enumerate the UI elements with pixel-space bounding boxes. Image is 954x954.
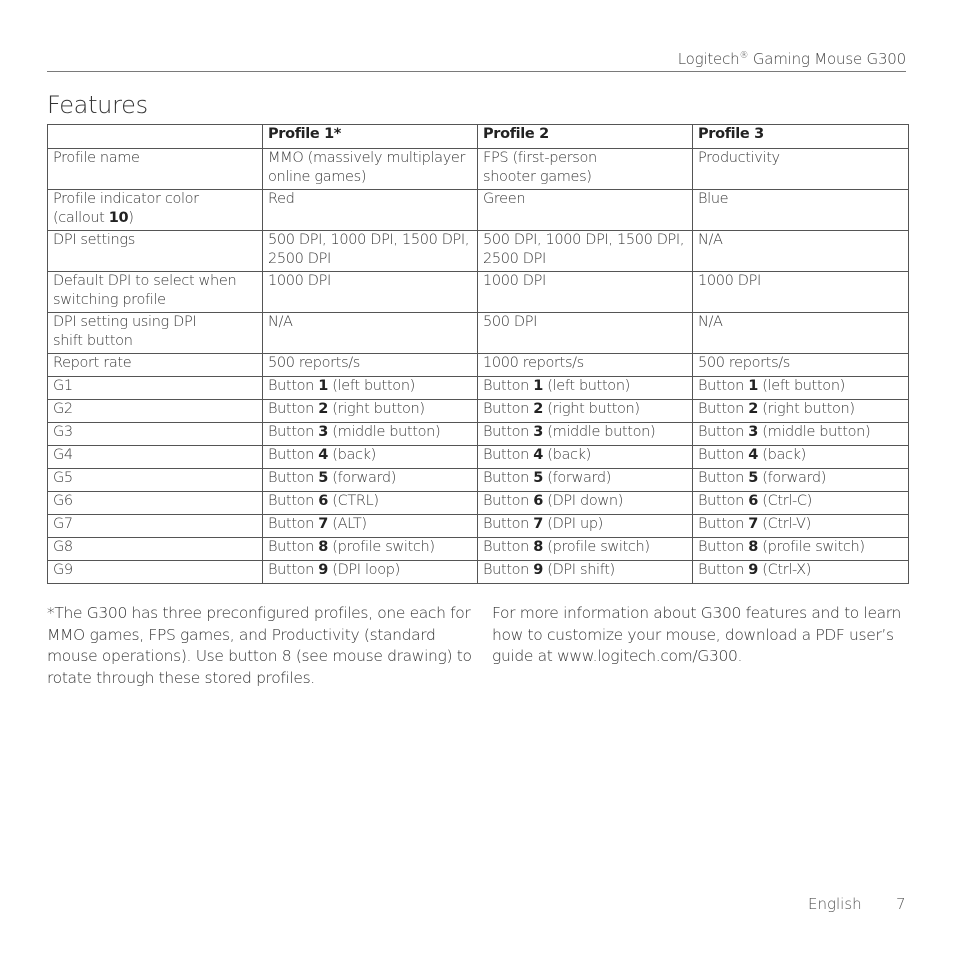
bold-number: 3 — [318, 424, 329, 440]
table-row — [48, 377, 909, 400]
row-label-cell: G2 — [48, 400, 263, 423]
more-info-paragraph: For more information about G300 features and to learn how to customize your mouse, download a PDF user’s guide at www.logitech.com/G300. — [492, 604, 902, 665]
table-cell: Button 4 (back) — [693, 446, 909, 469]
table-cell: Button 8 (profile switch) — [478, 538, 693, 561]
registered-mark: ® — [739, 51, 749, 61]
table-row — [48, 190, 909, 231]
bold-number: 4 — [533, 447, 544, 463]
table-row — [48, 400, 909, 423]
section-title: Features — [47, 91, 148, 119]
row-label-cell: G5 — [48, 469, 263, 492]
table-cell: Button 2 (right button) — [478, 400, 693, 423]
bold-number: 6 — [533, 493, 544, 509]
row-label-cell: G9 — [48, 561, 263, 584]
row-label-cell: G8 — [48, 538, 263, 561]
row-label-cell: Profile name — [48, 149, 263, 190]
table-cell: Green — [478, 190, 693, 231]
table-cell: Button 7 (ALT) — [263, 515, 478, 538]
features-table-body — [48, 149, 909, 584]
table-row — [48, 313, 909, 354]
row-label-cell: DPI setting using DPI shift button — [48, 313, 263, 354]
table-cell: Button 3 (middle button) — [693, 423, 909, 446]
table-header-profile: Profile 3 — [693, 125, 909, 149]
table-cell: 1000 reports/s — [478, 354, 693, 377]
table-cell: Button 1 (left button) — [263, 377, 478, 400]
bold-number: 6 — [318, 493, 329, 509]
bold-number: 6 — [748, 493, 759, 509]
bold-number: 8 — [748, 539, 759, 555]
table-row — [48, 515, 909, 538]
row-label-cell: Report rate — [48, 354, 263, 377]
bold-number: 5 — [748, 470, 759, 486]
table-cell: 1000 DPI — [478, 272, 693, 313]
table-cell: Red — [263, 190, 478, 231]
bold-number: 3 — [748, 424, 759, 440]
page-number: 7 — [896, 895, 906, 913]
bold-number: 9 — [533, 562, 544, 578]
row-label-cell: G1 — [48, 377, 263, 400]
header-brand: Logitech — [677, 50, 740, 68]
table-cell: 500 DPI, 1000 DPI, 1500 DPI, 2500 DPI — [263, 231, 478, 272]
row-label-cell: Default DPI to select when switching profile — [48, 272, 263, 313]
table-cell: Button 4 (back) — [263, 446, 478, 469]
table-cell: Button 8 (profile switch) — [693, 538, 909, 561]
bold-number: 7 — [318, 516, 329, 532]
table-cell: Button 2 (right button) — [693, 400, 909, 423]
table-header-row — [48, 125, 909, 149]
bold-number: 2 — [318, 401, 329, 417]
table-row — [48, 446, 909, 469]
table-cell: FPS (first-person shooter games) — [478, 149, 693, 190]
table-cell: MMO (massively multiplayer online games) — [263, 149, 478, 190]
table-cell: Button 9 (Ctrl-X) — [693, 561, 909, 584]
bold-number: 2 — [533, 401, 544, 417]
table-cell: 500 reports/s — [263, 354, 478, 377]
bold-number: 8 — [318, 539, 329, 555]
table-cell: Button 5 (forward) — [478, 469, 693, 492]
table-cell: Button 4 (back) — [478, 446, 693, 469]
table-row — [48, 231, 909, 272]
bold-number: 1 — [748, 378, 759, 394]
bold-number: 9 — [748, 562, 759, 578]
row-label-cell: DPI settings — [48, 231, 263, 272]
bold-number: 3 — [533, 424, 544, 440]
table-cell: Button 6 (CTRL) — [263, 492, 478, 515]
header-title — [678, 50, 906, 68]
bold-number: 4 — [318, 447, 329, 463]
bold-number: 10 — [108, 209, 129, 226]
table-cell: Button 2 (right button) — [263, 400, 478, 423]
bold-number: 5 — [318, 470, 329, 486]
table-cell: Button 6 (Ctrl-C) — [693, 492, 909, 515]
table-cell: 1000 DPI — [693, 272, 909, 313]
table-cell: Button 3 (middle button) — [478, 423, 693, 446]
footer-language: English — [808, 895, 862, 913]
table-cell: Button 7 (Ctrl-V) — [693, 515, 909, 538]
table-cell: Button 1 (left button) — [478, 377, 693, 400]
bold-number: 1 — [318, 378, 329, 394]
table-cell: Button 7 (DPI up) — [478, 515, 693, 538]
table-cell: 1000 DPI — [263, 272, 478, 313]
bold-number: 8 — [533, 539, 544, 555]
page-header — [47, 48, 906, 72]
table-row — [48, 469, 909, 492]
table-cell: Productivity — [693, 149, 909, 190]
table-cell: Button 5 (forward) — [693, 469, 909, 492]
table-cell: Button 1 (left button) — [693, 377, 909, 400]
table-cell: Button 6 (DPI down) — [478, 492, 693, 515]
profiles-footnote: *The G300 has three preconfigured profiles, one each for MMO games, FPS games, and Productivity (standard mouse operations). Use button 8 (see mouse drawing) to rotate through these stored profiles. — [47, 604, 472, 687]
row-label-cell: G6 — [48, 492, 263, 515]
table-cell: Button 3 (middle button) — [263, 423, 478, 446]
table-row — [48, 538, 909, 561]
bold-number: 2 — [748, 401, 759, 417]
features-table — [47, 124, 909, 584]
table-header-profile: Profile 1* — [263, 125, 478, 149]
row-label-cell: G3 — [48, 423, 263, 446]
bold-number: 4 — [748, 447, 759, 463]
bold-number: 7 — [748, 516, 759, 532]
bold-number: 7 — [533, 516, 544, 532]
table-cell: N/A — [693, 231, 909, 272]
table-row — [48, 354, 909, 377]
row-label-cell: G7 — [48, 515, 263, 538]
row-label-cell: G4 — [48, 446, 263, 469]
table-row — [48, 149, 909, 190]
table-cell: Button 8 (profile switch) — [263, 538, 478, 561]
table-row — [48, 492, 909, 515]
table-cell: 500 DPI — [478, 313, 693, 354]
table-row — [48, 423, 909, 446]
table-cell: N/A — [693, 313, 909, 354]
table-cell: Button 5 (forward) — [263, 469, 478, 492]
table-cell: Button 9 (DPI loop) — [263, 561, 478, 584]
table-cell: 500 reports/s — [693, 354, 909, 377]
table-row — [48, 561, 909, 584]
table-header-blank — [48, 125, 263, 149]
table-cell: 500 DPI, 1000 DPI, 1500 DPI, 2500 DPI — [478, 231, 693, 272]
header-product: Gaming Mouse G300 — [748, 50, 906, 68]
table-cell: Blue — [693, 190, 909, 231]
features-table-head — [48, 125, 909, 149]
table-cell: N/A — [263, 313, 478, 354]
table-header-profile: Profile 2 — [478, 125, 693, 149]
bold-number: 9 — [318, 562, 329, 578]
bold-number: 1 — [533, 378, 544, 394]
row-label-cell: Profile indicator color (callout 10) — [48, 190, 263, 231]
bold-number: 5 — [533, 470, 544, 486]
table-cell: Button 9 (DPI shift) — [478, 561, 693, 584]
table-row — [48, 272, 909, 313]
